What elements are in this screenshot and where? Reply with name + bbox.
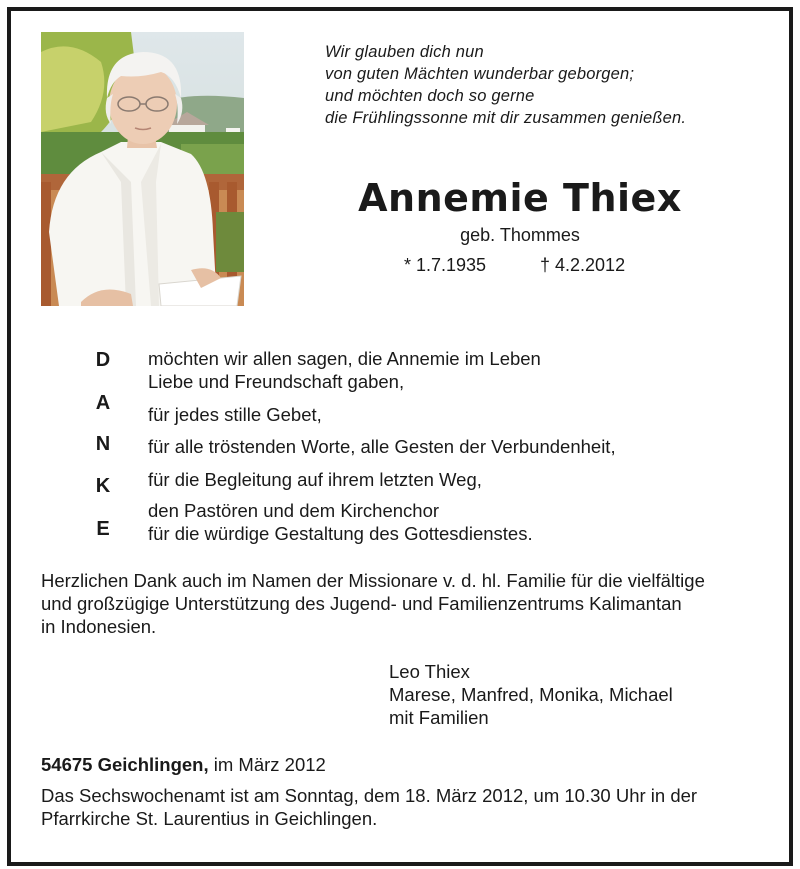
- location-line: [41, 753, 326, 777]
- danke-letter: K: [95, 475, 111, 497]
- birth-name: geb. Thommes: [460, 225, 580, 245]
- poem-line: und möchten doch so gerne: [325, 87, 535, 105]
- location-place: 54675 Geichlingen,: [41, 754, 209, 775]
- danke-line: für alle tröstenden Worte, alle Gesten der Verbundenheit,: [148, 436, 616, 457]
- poem: [325, 41, 686, 129]
- deceased-name: Annemie Thiex: [358, 176, 682, 220]
- danke-line: für jedes stille Gebet,: [148, 404, 322, 425]
- signers: [389, 660, 673, 729]
- danke-letter: E: [96, 518, 110, 540]
- paragraph-line: und großzügige Unterstützung des Jugend- und Familienzentrums Kalimantan: [41, 593, 682, 614]
- service-line: Pfarrkirche St. Laurentius in Geichlingen.: [41, 808, 378, 829]
- portrait-photo: [41, 32, 244, 306]
- poem-line: Wir glauben dich nun: [325, 43, 484, 61]
- poem-line: die Frühlingssonne mit dir zusammen genießen.: [325, 109, 687, 127]
- danke-letter: A: [95, 392, 111, 414]
- danke-line: für die Begleitung auf ihrem letzten Weg,: [148, 469, 482, 490]
- danke-letter: D: [95, 349, 111, 371]
- danke-line: möchten wir allen sagen, die Annemie im Leben: [148, 348, 541, 369]
- birth-date: * 1.7.1935: [404, 255, 487, 275]
- danke-letter: N: [95, 433, 111, 455]
- signer-line: Marese, Manfred, Monika, Michael: [389, 684, 673, 705]
- death-date: † 4.2.2012: [540, 255, 626, 275]
- signer-line: mit Familien: [389, 707, 489, 728]
- service-notice: [41, 784, 697, 830]
- danke-line: für die würdige Gestaltung des Gottesdienstes.: [148, 523, 533, 544]
- signer-line: Leo Thiex: [389, 661, 470, 682]
- thanks-paragraph: [41, 569, 761, 638]
- paragraph-line: in Indonesien.: [41, 616, 157, 637]
- location-date: im März 2012: [208, 754, 326, 775]
- paragraph-line: Herzlichen Dank auch im Namen der Missionare v. d. hl. Familie für die vielfältige: [41, 570, 705, 591]
- danke-line: den Pastören und dem Kirchenchor: [148, 500, 440, 521]
- service-line: Das Sechswochenamt ist am Sonntag, dem 18. März 2012, um 10.30 Uhr in der: [41, 785, 698, 806]
- poem-line: von guten Mächten wunderbar geborgen;: [325, 65, 635, 83]
- danke-line: Liebe und Freundschaft gaben,: [148, 371, 405, 392]
